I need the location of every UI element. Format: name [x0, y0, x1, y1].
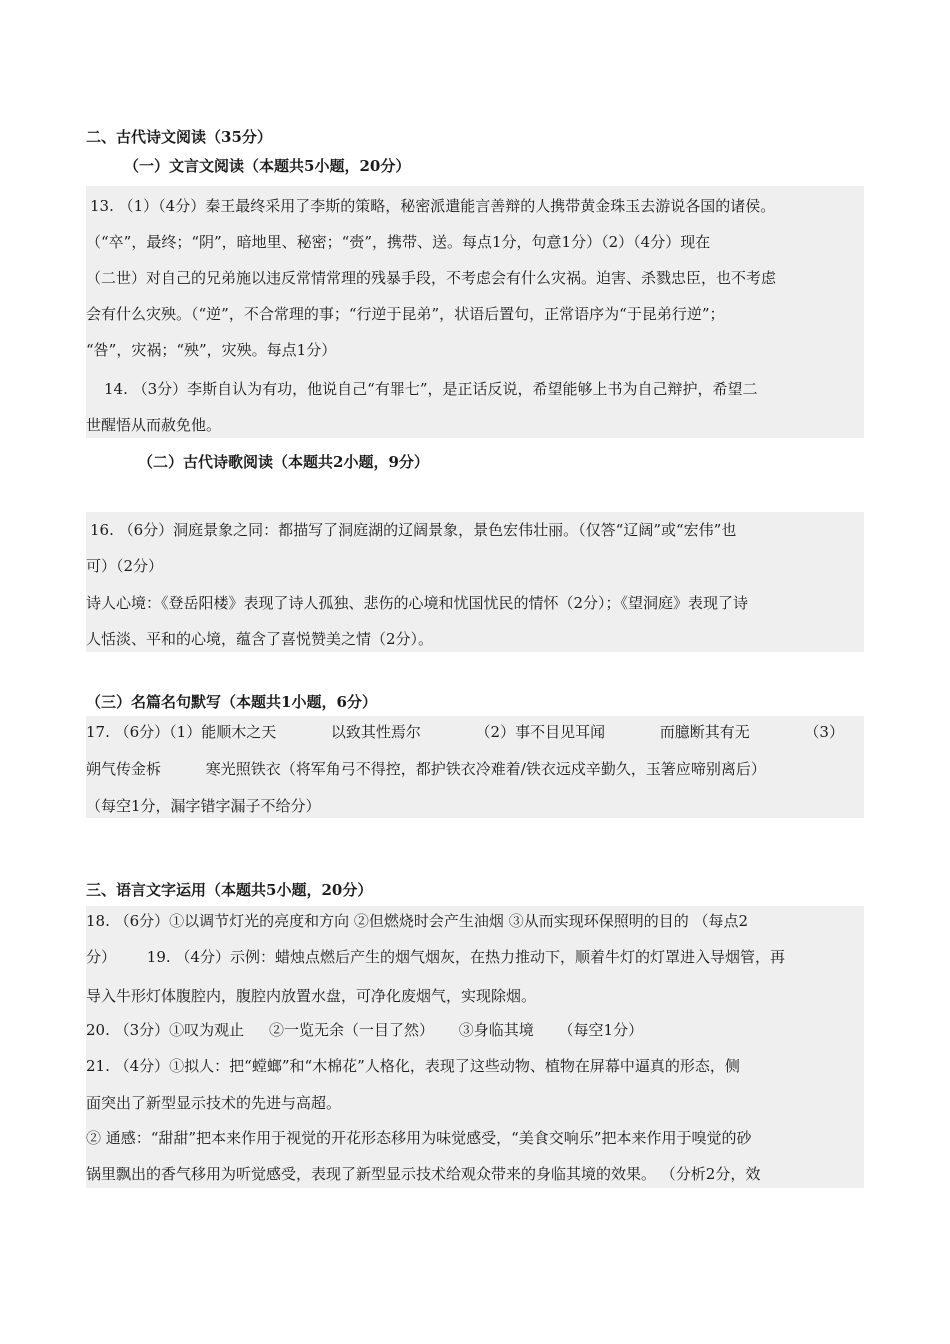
answer-18-line-1: 18. （6分）①以调节灯光的亮度和方向 ②但燃烧时会产生油烟 ③从而实现环保照明的目的 （每点2 — [86, 912, 749, 930]
section-3-title: 三、语言文字运用（本题共5小题，20分） — [86, 881, 373, 899]
answer-13-line-2: （“卒”，最终；“阴”，暗地里、秘密；“赍”，携带、送。每点1分，句意1分）（2）（4分）现在 — [86, 233, 711, 251]
answer-18-19-line — [86, 947, 785, 967]
answer-16-line-2: 可）（2分） — [86, 557, 164, 575]
answer-block-18-21 — [86, 906, 864, 1188]
answer-21-line-1: 21. （4分）①拟人：把“螳螂”和“木棉花”人格化，表现了这些动物、植物在屏幕中逼真的形态，侧 — [86, 1057, 740, 1075]
answer-19-line-2: 导入牛形灯体腹腔内，腹腔内放置水盘，可净化废烟气，实现除烟。 — [86, 987, 537, 1005]
answer-17-part-5: （3） — [804, 723, 844, 741]
answer-16-line-3: 诗人心境：《登岳阳楼》表现了诗人孤独、悲伤的心境和忧国忧民的情怀（2分）；《望洞庭》表现了诗 — [86, 594, 749, 612]
answer-20-part-4: （每空1分） — [558, 1021, 644, 1039]
answer-13-line-5: “咎”，灾祸；“殃”，灾殃。每点1分） — [86, 341, 337, 359]
answer-20-part-3: ③身临其境 — [458, 1021, 534, 1039]
answer-20-part-1: 20. （3分）①叹为观止 — [86, 1021, 245, 1039]
answer-17-part-7: 寒光照铁衣（将军角弓不得控，都护铁衣冷难着/铁衣远戍辛勤久，玉箸应啼别离后） — [205, 760, 766, 778]
answer-21-line-4: 锅里飘出的香气移用为听觉感受，表现了新型显示技术给观众带来的身临其境的效果。 （分析2分，效 — [86, 1165, 761, 1183]
answer-17-part-2: 以致其性焉尔 — [330, 723, 421, 741]
answer-19-line-1: 19. （4分）示例：蜡烛点燃后产生的烟气烟灰，在热力推动下，顺着牛灯的灯罩进入导烟管，再 — [146, 948, 785, 966]
answer-16-line-1: 16. （6分）洞庭景象之同：都描写了洞庭湖的辽阔景象，景色宏伟壮丽。（仅答“辽阔”或“宏伟”也 — [90, 521, 737, 539]
answer-14-line-2: 世醒悟从而赦免他。 — [86, 416, 222, 434]
answer-21-line-2: 面突出了新型显示技术的先进与高超。 — [86, 1094, 342, 1112]
answer-21-line-3: ② 通感：“甜甜”把本来作用于视觉的开花形态移用为味觉感受，“美食交响乐”把本来作用于嗅觉的砂 — [86, 1129, 752, 1147]
answer-17-line-2 — [86, 759, 766, 779]
answer-18-tail: 分） — [86, 948, 117, 966]
answer-13-line-3: （二世）对自己的兄弟施以违反常情常理的残暴手段，不考虑会有什么灾祸。迫害、杀戮忠臣，也不考虑 — [86, 269, 777, 287]
subsection-classical-prose-title: （一）文言文阅读（本题共5小题，20分） — [124, 157, 411, 175]
answer-block-16 — [86, 512, 864, 652]
subsection-dictation-title: （三）名篇名句默写（本题共1小题，6分） — [86, 693, 377, 711]
answer-13-line-4: 会有什么灾殃。（“逆”，不合常理的事；“行逆于昆弟”，状语后置句，正常语序为“于昆弟行逆”； — [86, 305, 725, 323]
answer-block-17 — [86, 716, 864, 818]
answer-17-part-1: 17. （6分）（1）能顺木之天 — [86, 723, 277, 741]
section-2-title: 二、古代诗文阅读（35分） — [86, 128, 272, 146]
answer-17-part-4: 而臆断其有无 — [659, 723, 750, 741]
answer-17-part-3: （2）事不目见耳闻 — [475, 723, 606, 741]
answer-17-line-3: （每空1分，漏字错字漏子不给分） — [86, 797, 321, 815]
answer-20-line — [86, 1020, 643, 1040]
answer-20-part-2: ②一览无余（一目了然） — [268, 1021, 434, 1039]
answer-16-line-4: 人恬淡、平和的心境，蕴含了喜悦赞美之情（2分）。 — [86, 630, 434, 648]
answer-block-13-14 — [86, 186, 864, 438]
answer-17-line-1 — [86, 722, 864, 742]
subsection-poetry-title: （二）古代诗歌阅读（本题共2小题，9分） — [138, 453, 429, 471]
answer-13-line-1: 13. （1）（4分）秦王最终采用了李斯的策略，秘密派遣能言善辩的人携带黄金珠玉去游说各国的诸侯。 — [90, 197, 776, 215]
answer-14-line-1: 14. （3分）李斯自认为有功，他说自己“有罪七”，是正话反说，希望能够上书为自己辩护，希望二 — [104, 380, 758, 398]
answer-17-part-6: 朔气传金柝 — [86, 760, 162, 778]
